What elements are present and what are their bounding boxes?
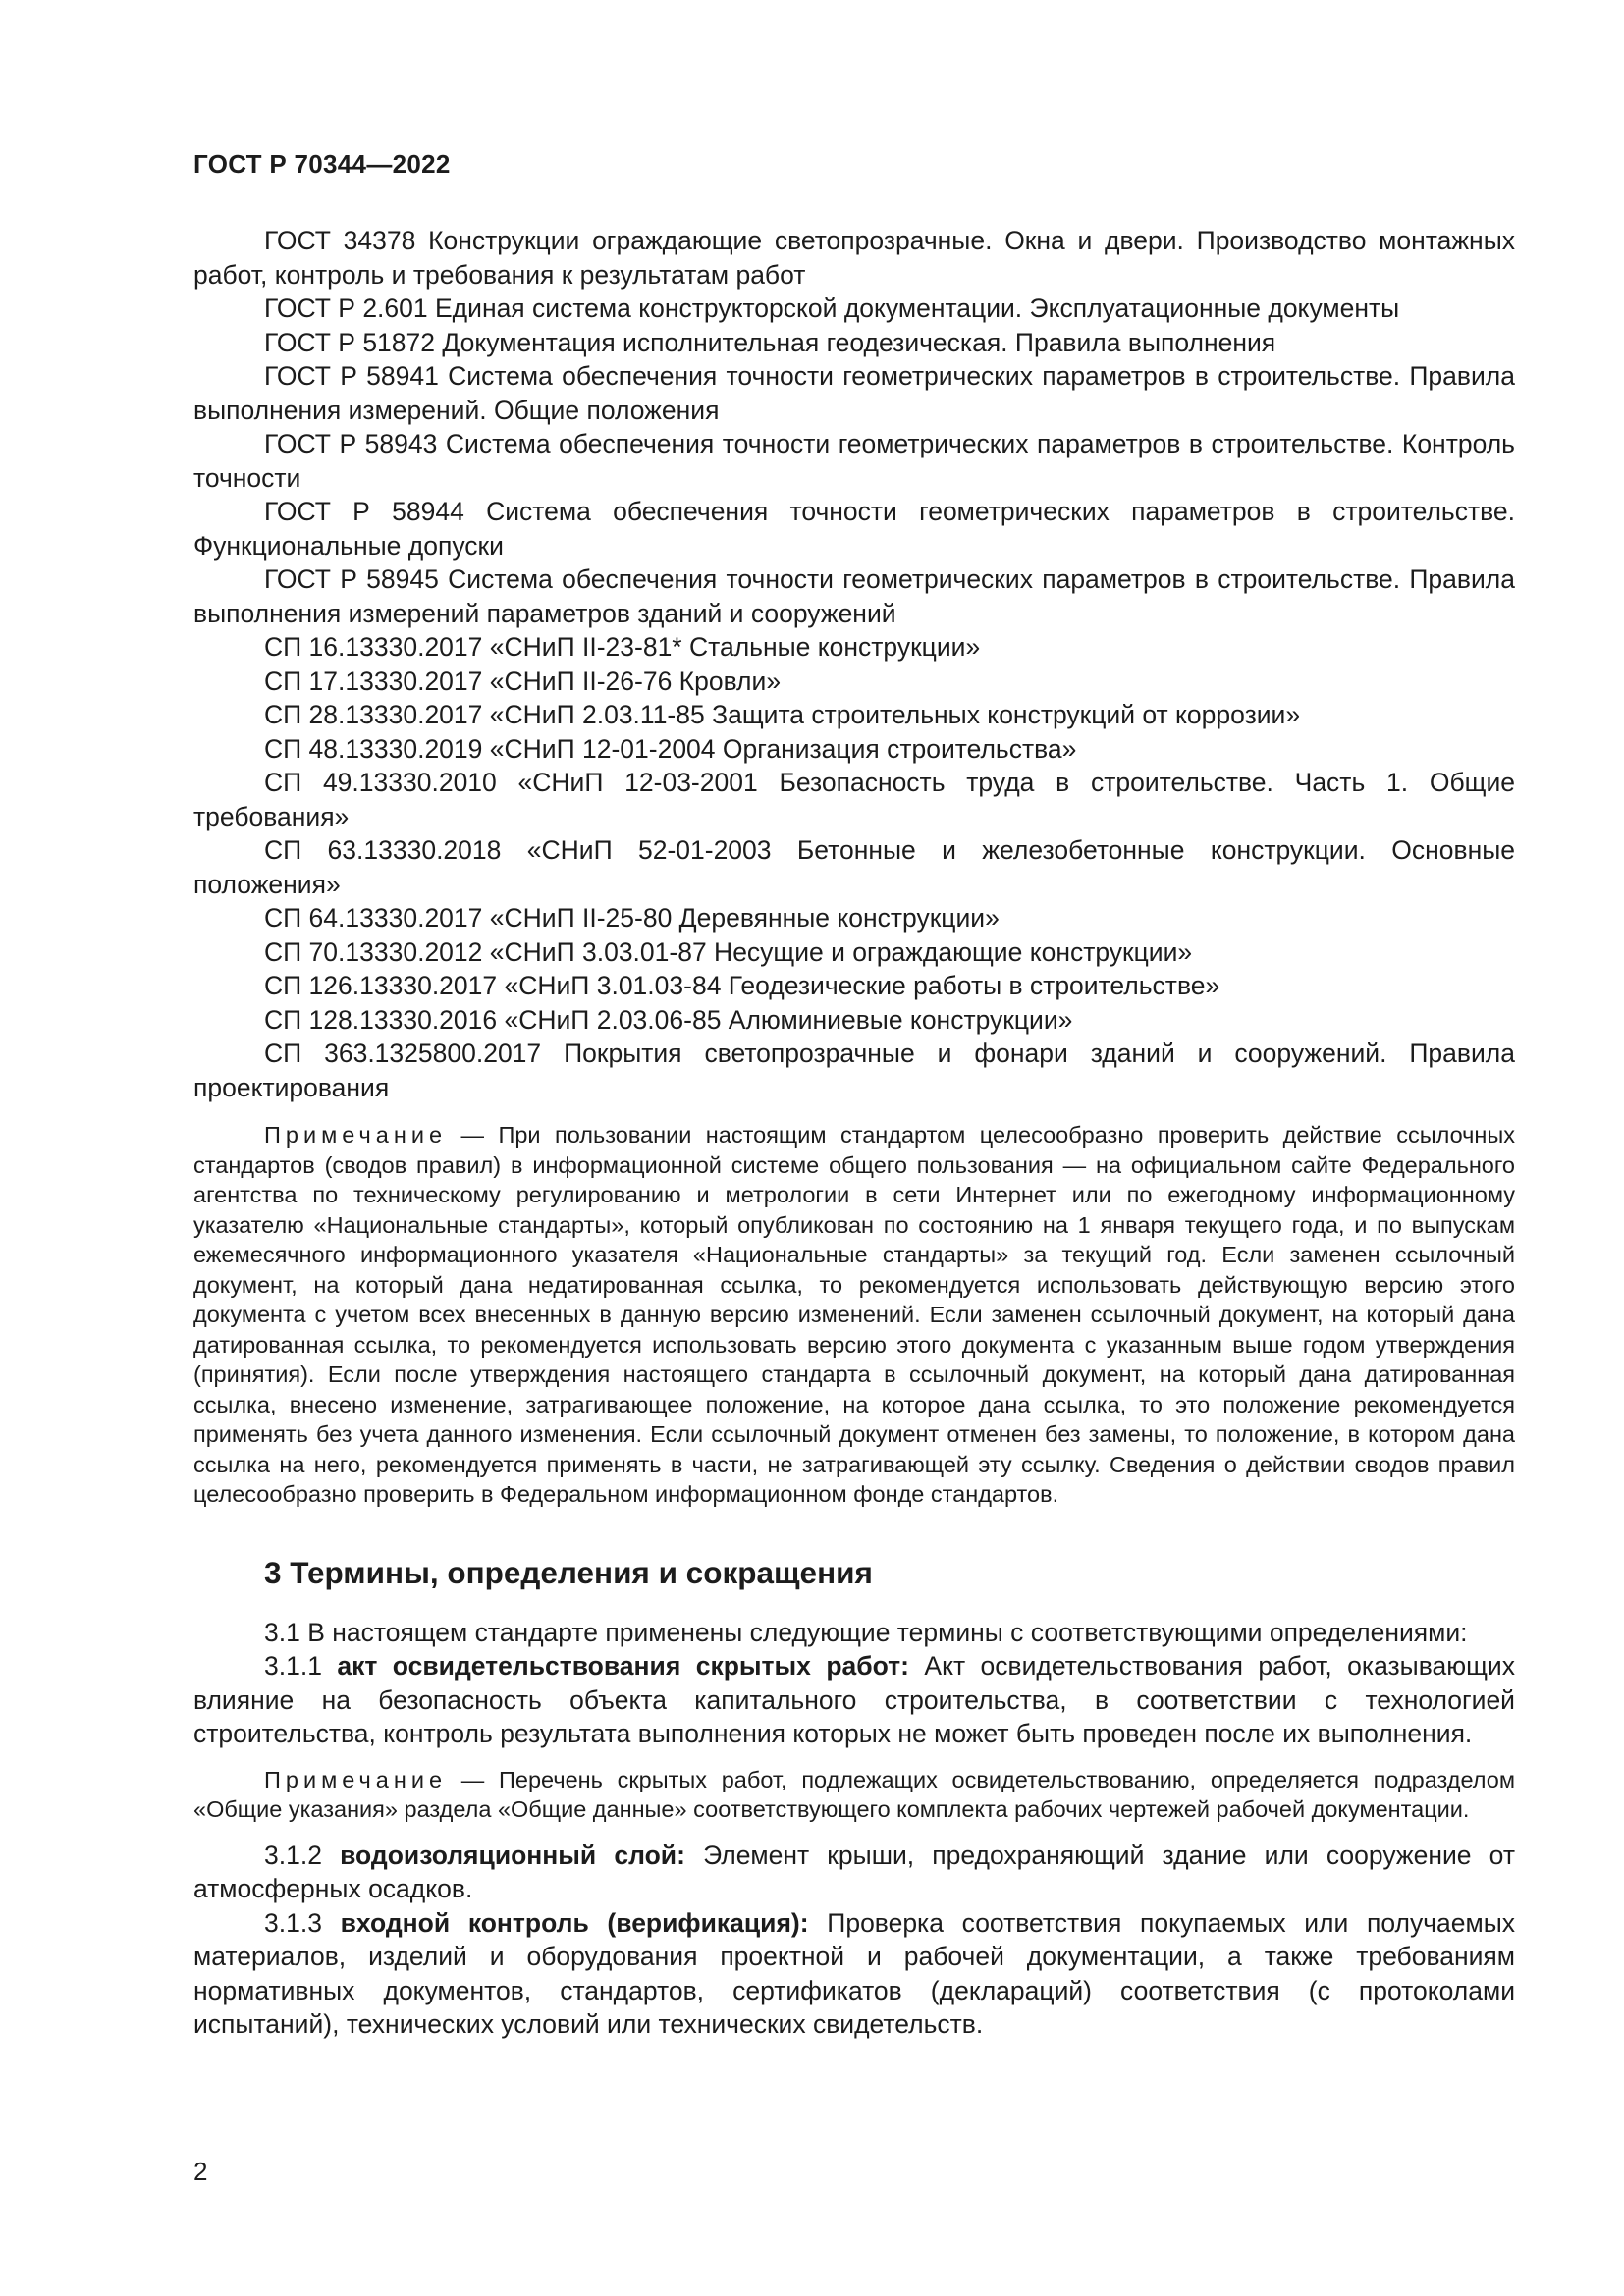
reference-item: СП 70.13330.2012 «СНиП 3.03.01-87 Несущие и ограждающие конструкции» <box>264 936 1193 967</box>
term-definition: Акт освидетельствования работ, оказывающих влияние на безопасность объекта капитального строительства, в соответствии с технологией строительства, контроль результата выполнения которых не может быть проведен после их выполнения. <box>193 1651 1515 1748</box>
reference-item: СП 126.13330.2017 «СНиП 3.01.03-84 Геодезические работы в строительстве» <box>264 971 1220 1000</box>
term-definition: Элемент крыши, предохраняющий здание или сооружение от атмосферных осадков. <box>193 1840 1515 1903</box>
reference-item: ГОСТ Р 2.601 Единая система конструкторской документации. Эксплуатационные документы <box>264 294 1400 323</box>
term-3-1-1 <box>193 1649 1515 1751</box>
note-hidden-works <box>193 1765 1515 1825</box>
references-list <box>193 224 1515 1104</box>
reference-item: СП 363.1325800.2017 Покрытия светопрозрачные и фонари зданий и сооружений. Правила проектирования <box>193 1039 1515 1102</box>
reference-item: СП 64.13330.2017 «СНиП II-25-80 Деревянные конструкции» <box>264 903 1000 933</box>
reference-item: ГОСТ Р 58945 Система обеспечения точности геометрических параметров в строительстве. Правила выполнения измерений параметров зданий и сооружений <box>193 564 1515 628</box>
note-text: — Перечень скрытых работ, подлежащих освидетельствованию, определяется подразделом «Общие указания» раздела «Общие данные» соответствующего комплекта рабочих чертежей рабочей документации. <box>193 1766 1516 1822</box>
term-number: 3.1.1 <box>264 1651 322 1681</box>
reference-item: СП 28.13330.2017 «СНиП 2.03.11-85 Защита строительных конструкций от коррозии» <box>264 700 1301 729</box>
reference-item: ГОСТ 34378 Конструкции ограждающие светопрозрачные. Окна и двери. Производство монтажных работ, контроль и требования к результатам работ <box>193 226 1515 290</box>
reference-item: СП 63.13330.2018 «СНиП 52-01-2003 Бетонные и железобетонные конструкции. Основные положения» <box>193 835 1515 899</box>
reference-item: ГОСТ Р 58943 Система обеспечения точности геометрических параметров в строительстве. Контроль точности <box>193 429 1515 493</box>
reference-item: СП 49.13330.2010 «СНиП 12-03-2001 Безопасность труда в строительстве. Часть 1. Общие требования» <box>193 768 1515 831</box>
page-number: 2 <box>193 2157 208 2186</box>
term-3-1-3 <box>193 1906 1515 2042</box>
paragraph-3-1: 3.1 В настоящем стандарте применены следующие термины с соответствующими определениями: <box>264 1617 1468 1647</box>
term-name: акт освидетельствования скрытых работ: <box>337 1651 909 1681</box>
reference-item: ГОСТ Р 58944 Система обеспечения точности геометрических параметров в строительстве. Функциональные допуски <box>193 497 1515 561</box>
document-body <box>193 224 1515 2042</box>
term-definition: Проверка соответствия покупаемых или получаемых материалов, изделий и оборудования проектной и рабочей документации, а также требованиям нормативных документов, стандартов, сертификатов (деклараций) соответствия (с протоколами испытаний), технических условий или технических свидетельств. <box>193 1907 1515 2039</box>
note-references <box>193 1120 1515 1510</box>
term-3-1-2 <box>193 1839 1515 1906</box>
term-number: 3.1.3 <box>264 1907 322 1938</box>
note-label: Примечание <box>264 1766 448 1792</box>
section-title: 3 Термины, определения и сокращения <box>264 1554 873 1590</box>
reference-item: СП 128.13330.2016 «СНиП 2.03.06-85 Алюминиевые конструкции» <box>264 1004 1073 1035</box>
note-label: Примечание <box>264 1122 448 1148</box>
reference-item: ГОСТ Р 58941 Система обеспечения точности геометрических параметров в строительстве. Правила выполнения измерений. Общие положения <box>193 361 1515 425</box>
reference-item: ГОСТ Р 51872 Документация исполнительная геодезическая. Правила выполнения <box>264 327 1276 357</box>
reference-item: СП 16.13330.2017 «СНиП II-23-81* Стальные конструкции» <box>264 632 981 662</box>
document-header: ГОСТ Р 70344—2022 <box>193 149 451 179</box>
term-name: водоизоляционный слой: <box>340 1840 685 1870</box>
reference-item: СП 17.13330.2017 «СНиП II-26-76 Кровли» <box>264 666 782 696</box>
term-name: входной контроль (верификация): <box>340 1907 809 1938</box>
note-text: — При пользовании настоящим стандартом целесообразно проверить действие ссылочных стандартов (сводов правил) в информационной системе общего пользования — на официальном сайте Федерального агентства по техническому регулированию и метрологии в сети Интернет или по ежегодному информационному указателю «Национальные стандарты», который опубликован по состоянию на 1 января текущего года, и по выпускам ежемесячного информационного указателя «Национальные стандарты» за текущий год. Если заменен ссылочный документ, на который дана недатированная ссылка, то рекомендуется использовать действующую версию этого документа с учетом всех внесенных в данную версию изменений. Если заменен ссылочный документ, на который дана датированная ссылка, то рекомендуется использовать версию этого документа с указанным выше годом утверждения (принятия). Если после утверждения настоящего стандарта в ссылочный документ, на который дана датированная ссылка, внесено изменение, затрагивающее положение, на которое дана ссылка, то это положение рекомендуется применять без учета данного изменения. Если ссылочный документ отменен без замены, то положение, в котором дана ссылка на него, рекомендуется применять в части, не затрагивающей эту ссылку. Сведения о действии сводов правил целесообразно проверить в Федеральном информационном фонде стандартов. <box>193 1122 1515 1507</box>
term-number: 3.1.2 <box>264 1840 322 1870</box>
reference-item: СП 48.13330.2019 «СНиП 12-01-2004 Организация строительства» <box>264 733 1077 764</box>
